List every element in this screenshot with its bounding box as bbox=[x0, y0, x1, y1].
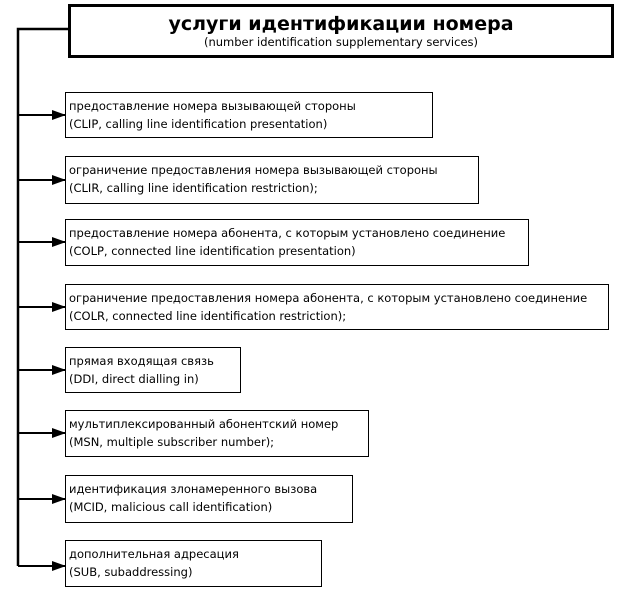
service-description: (CLIP, calling line identification presentation) bbox=[69, 117, 328, 131]
service-description: (MCID, malicious call identification) bbox=[69, 500, 273, 514]
service-node-colr bbox=[65, 284, 609, 330]
service-description: (SUB, subaddressing) bbox=[69, 565, 193, 579]
service-node-msn bbox=[65, 410, 369, 457]
service-description: (COLP, connected line identification presentation) bbox=[69, 244, 356, 258]
service-name: идентификация злонамеренного вызова bbox=[69, 482, 318, 496]
root-node bbox=[68, 4, 614, 58]
service-name: предоставление номера абонента, с которым установлено соединение bbox=[69, 226, 506, 240]
service-node-ddi bbox=[65, 347, 241, 393]
root-title: услуги идентификации номера bbox=[168, 13, 514, 35]
service-description: (COLR, connected line identification restriction); bbox=[69, 309, 347, 323]
service-node-clip bbox=[65, 92, 433, 138]
service-name: мультиплексированный абонентский номер bbox=[69, 417, 339, 431]
service-description: (CLIR, calling line identification restriction); bbox=[69, 181, 318, 195]
service-name: дополнительная адресация bbox=[69, 547, 239, 561]
service-node-mcid bbox=[65, 475, 353, 523]
service-node-clir bbox=[65, 156, 479, 204]
trunk-line bbox=[18, 29, 68, 566]
service-node-colp bbox=[65, 219, 529, 266]
service-description: (DDI, direct dialling in) bbox=[69, 372, 199, 386]
service-name: ограничение предоставления номера абонента, с которым установлено соединение bbox=[69, 291, 588, 305]
root-subtitle: (number identification supplementary services) bbox=[203, 35, 479, 49]
service-name: прямая входящая связь bbox=[69, 354, 214, 368]
service-name: ограничение предоставления номера вызывающей стороны bbox=[69, 163, 438, 177]
service-name: предоставление номера вызывающей стороны bbox=[69, 99, 356, 113]
service-node-sub bbox=[65, 540, 322, 587]
service-description: (MSN, multiple subscriber number); bbox=[69, 435, 275, 449]
